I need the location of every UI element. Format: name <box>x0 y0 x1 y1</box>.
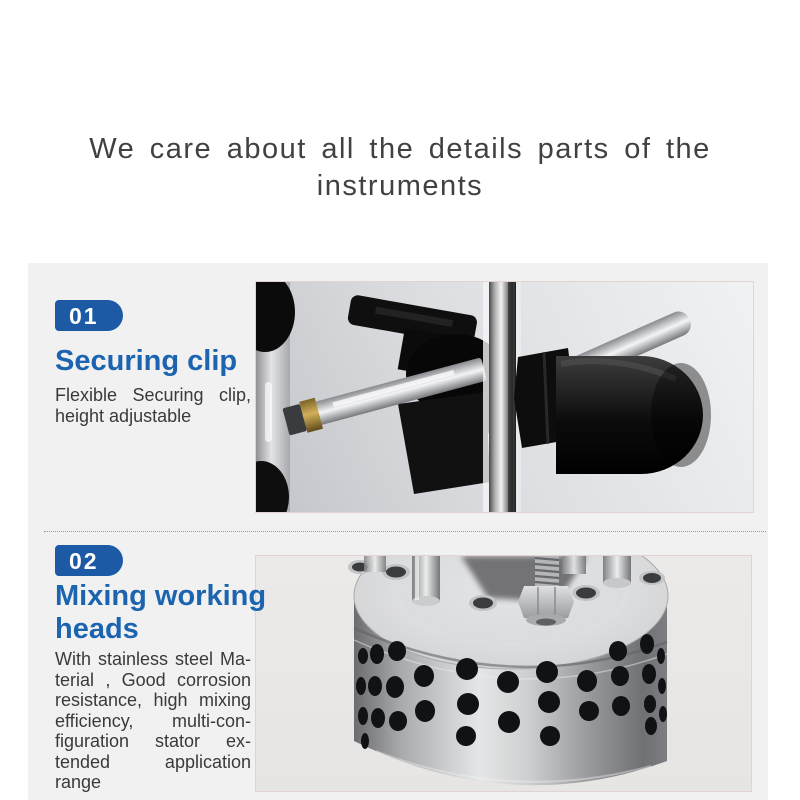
mixing-head-illustration <box>256 556 751 791</box>
section-title-mixing-heads: Mixing working heads <box>55 580 267 645</box>
section-number-badge-01: 01 <box>55 300 123 331</box>
dashed-divider <box>44 531 766 532</box>
securing-clip-illustration <box>256 282 753 512</box>
mixing-head-photo <box>255 555 752 792</box>
securing-clip-photo <box>255 281 754 513</box>
headline-line-1: We care about all the details parts of the <box>89 133 711 165</box>
section-title-securing-clip: Securing clip <box>55 345 238 377</box>
section-description-securing-clip: Flexible Securing clip, height adjustable <box>55 385 251 426</box>
content-panel <box>28 263 768 800</box>
page-headline <box>0 131 800 205</box>
headline-line-2: instruments <box>316 170 484 202</box>
section-description-mixing-heads: With stainless steel Ma- terial , Good corrosion resistance, high mixing efficiency, multi-con- figuration stator ex- tended application range <box>55 649 251 792</box>
section-number-badge-02: 02 <box>55 545 123 576</box>
